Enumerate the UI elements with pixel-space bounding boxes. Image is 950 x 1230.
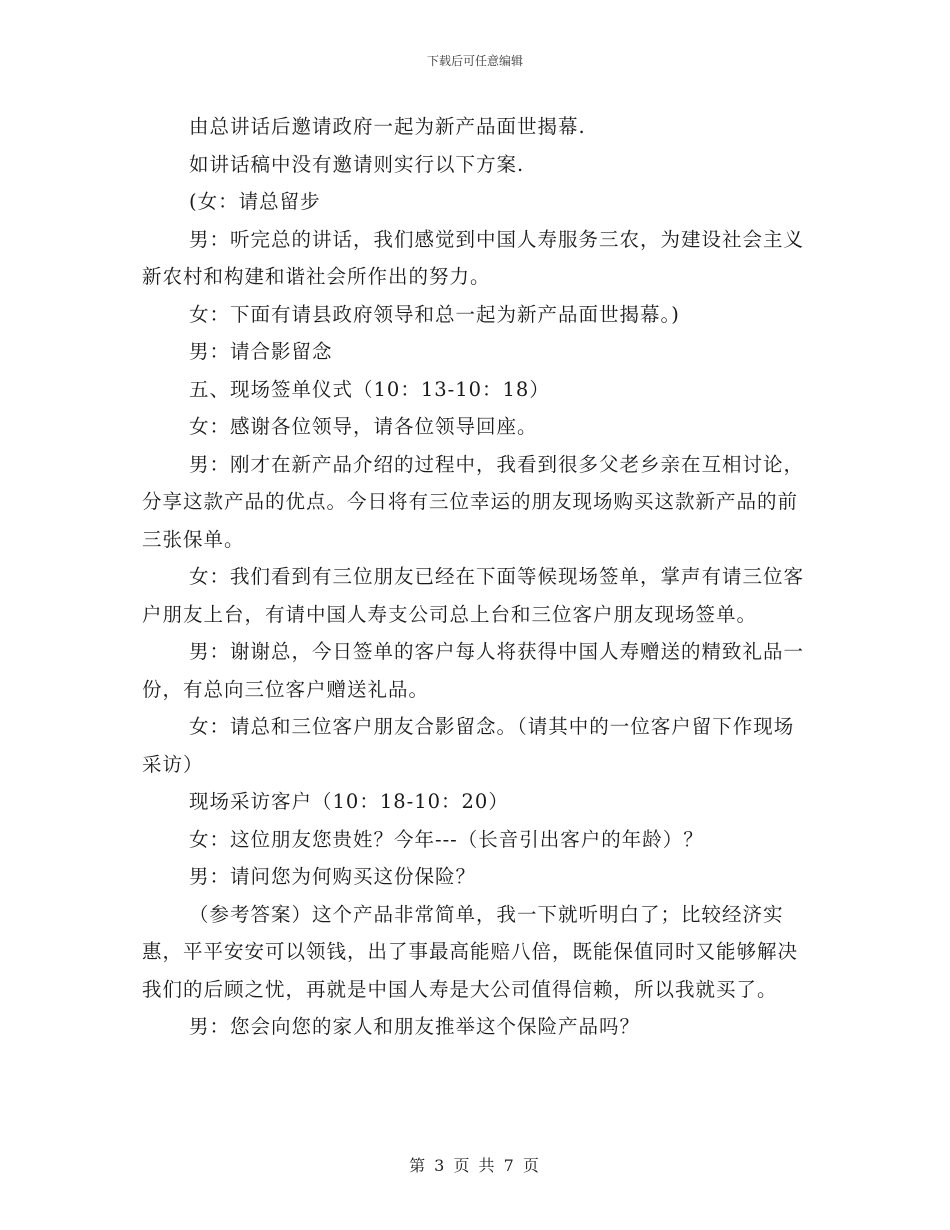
paragraph: 男：请合影留念 [189, 340, 333, 363]
paragraph: （参考答案）这个产品非常简单，我一下就听明白了；比较经济实惠，平平安安可以领钱，出了事最高能赔八倍，既能保值同时又能够解决我们的后顾之忧，再就是中国人寿是大公司值得信赖，所以我就买了。 [142, 902, 799, 1001]
page-header-note: 下载后可任意编辑 [426, 54, 523, 68]
paragraph: 男：听完总的讲话，我们感觉到中国人寿服务三农，为建设社会主义新农村和构建和谐社会所作出的努力。 [142, 227, 805, 288]
page-number-footer: 第 3 页 共 7 页 [409, 1156, 541, 1175]
paragraph: 男：谢谢总，今日签单的客户每人将获得中国人寿赠送的精致礼品一份，有总向三位客户赠送礼品。 [142, 640, 805, 701]
paragraph: 现场采访客户（10：18-10：20） [189, 790, 509, 813]
paragraph: 男：刚才在新产品介绍的过程中，我看到很多父老乡亲在互相讨论，分享这款产品的优点。今日将有三位幸运的朋友现场购买这款新产品的前三张保单。 [142, 452, 805, 551]
paragraph: (女：请总留步 [189, 190, 321, 213]
paragraph: 男：您会向您的家人和朋友推举这个保险产品吗？ [189, 1015, 641, 1038]
paragraph: 女：我们看到有三位朋友已经在下面等候现场签单，掌声有请三位客户朋友上台，有请中国人寿支公司总上台和三位客户朋友现场签单。 [142, 565, 805, 626]
section-heading: 五、现场签单仪式（10：13-10：18） [189, 377, 550, 401]
paragraph: 男：请问您为何购买这份保险？ [189, 865, 477, 888]
paragraph: 女：请总和三位客户朋友合影留念。（请其中的一位客户留下作现场采访） [142, 715, 795, 776]
paragraph: 由总讲话后邀请政府一起为新产品面世揭幕. [189, 115, 586, 138]
paragraph: 女：感谢各位领导，请各位领导回座。 [189, 415, 538, 438]
paragraph: 女：这位朋友您贵姓？今年---（长音引出客户的年龄）？ [189, 827, 704, 851]
paragraph: 女：下面有请县政府领导和总一起为新产品面世揭幕。) [189, 302, 680, 326]
document-body [142, 108, 810, 1046]
paragraph: 如讲话稿中没有邀请则实行以下方案. [189, 152, 525, 176]
